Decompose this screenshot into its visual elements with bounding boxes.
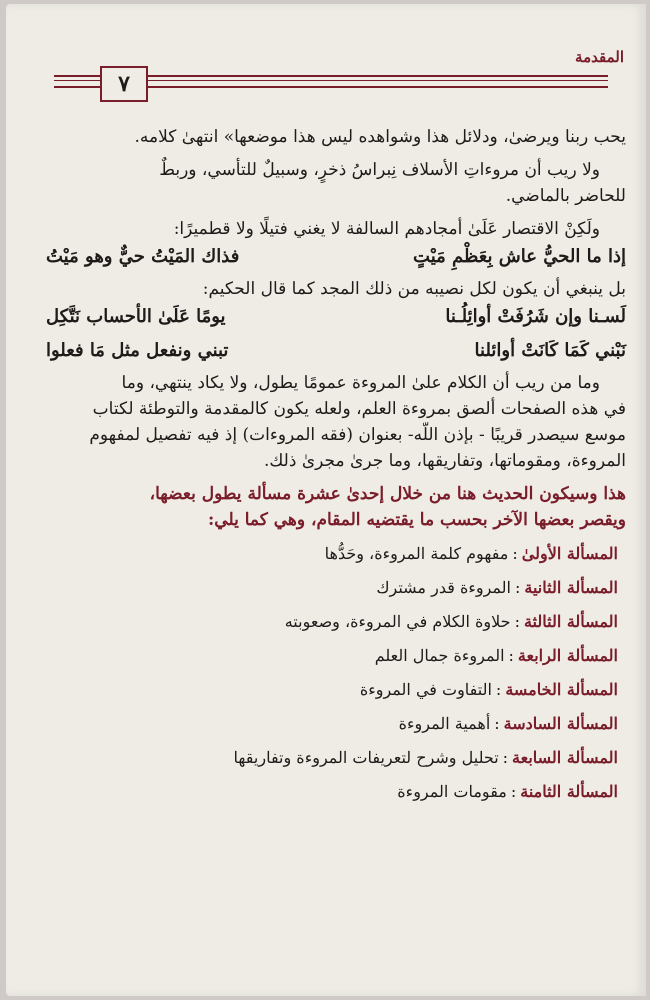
verse-second-hemistich: فذاك المَيْتُ حيٌّ وهو مَيْتُ <box>46 246 240 267</box>
list-item: المسألة الثانية:المروءة قدر مشترك <box>376 578 618 597</box>
highlight-line: ويقصر بعضها الآخر بحسب ما يقتضيه المقام، وهي كما يلي: <box>208 510 626 530</box>
issue-text: التفاوت في المروءة <box>359 680 492 699</box>
issue-label: المسألة الخامسة <box>505 680 618 699</box>
list-item: المسألة السادسة:أهمية المروءة <box>398 714 618 733</box>
text-line: ولا ريب أن مروءاتِ الأسلاف نِبراسُ ذخرٍ، وسبيلٌ للتأسي، وربطٌ <box>159 160 600 180</box>
verse-line <box>46 336 626 366</box>
book-page <box>6 4 646 996</box>
issue-text: تحليل وشرح لتعريفات المروءة وتفاريقها <box>233 748 499 767</box>
text-line: ولَكِنْ الاقتصار عَلَىٰ أمجادهم السالفة لا يغني فتيلًا ولا قطميرًا: <box>173 219 600 239</box>
list-item: المسألة الأولىٰ:مفهوم كلمة المروءة، وحَدُّها <box>324 544 618 563</box>
issue-label: المسألة السادسة <box>503 714 618 733</box>
page-body <box>46 124 626 816</box>
page-number: ٧ <box>118 71 130 97</box>
list-item: المسألة الرابعة:المروءة جمال العلم <box>374 646 618 665</box>
list-item: المسألة السابعة:تحليل وشرح لتعريفات المروءة وتفاريقها <box>233 748 618 767</box>
issue-text: مقومات المروءة <box>397 782 507 801</box>
chapter-title: المقدمة <box>575 48 624 66</box>
text-line: للحاضر بالماضي. <box>505 186 626 206</box>
verse-first-hemistich: إذا ما الحيُّ عاش بِعَظْمِ مَيْتٍ <box>413 246 626 267</box>
issue-label: المسألة الرابعة <box>517 646 618 665</box>
text-line: بل ينبغي أن يكون لكل نصيبه من ذلك المجد كما قال الحكيم: <box>202 279 626 299</box>
issue-text: أهمية المروءة <box>398 714 491 733</box>
page-number-box <box>100 66 148 102</box>
issue-label: المسألة الثانية <box>524 578 618 597</box>
text-line: المروءة، ومقوماتها، وتفاريقها، وما جرىٰ مجرىٰ ذلك. <box>263 451 626 471</box>
verse-first-hemistich: لَسـنا وإن شَرُفَتْ أوائِلُـنا <box>445 306 626 327</box>
verse-line <box>46 302 626 332</box>
issue-text: حلاوة الكلام في المروءة، وصعوبته <box>284 612 511 631</box>
list-item: المسألة الخامسة:التفاوت في المروءة <box>359 680 618 699</box>
verse-second-hemistich: يومًا عَلَىٰ الأحساب نَتَّكِل <box>46 306 226 327</box>
list-item: المسألة الثالثة:حلاوة الكلام في المروءة، وصعوبته <box>284 612 618 631</box>
issue-label: المسألة السابعة <box>512 748 618 767</box>
text-line: وما من ريب أن الكلام علىٰ المروءة عمومًا يطول، ولا يكاد ينتهي، وما <box>121 373 600 393</box>
verse-second-hemistich: تبني ونفعل مثل مَا فعلوا <box>46 340 229 361</box>
issue-text: المروءة قدر مشترك <box>376 578 511 597</box>
issue-text: المروءة جمال العلم <box>374 646 505 665</box>
list-item: المسألة الثامنة:مقومات المروءة <box>397 782 618 801</box>
issue-label: المسألة الأولىٰ <box>521 544 618 563</box>
verse-line <box>46 242 626 272</box>
issue-text: مفهوم كلمة المروءة، وحَدُّها <box>324 544 509 563</box>
highlight-line: هذا وسيكون الحديث هنا من خلال إحدىٰ عشرة مسألة يطول بعضها، <box>149 484 626 504</box>
issue-label: المسألة الثالثة <box>523 612 618 631</box>
verse-first-hemistich: نَبْني كَمَا كَانَتْ أوائلنا <box>474 340 626 361</box>
issues-list <box>46 544 626 802</box>
text-line: يحب ربنا ويرضىٰ، ودلائل هذا وشواهده ليس هذا موضعها» انتهىٰ كلامه. <box>134 127 626 147</box>
issue-label: المسألة الثامنة <box>520 782 618 801</box>
text-line: في هذه الصفحات ألصق بمروءة العلم، ولعله يكون كالمقدمة والتوطئة لكتاب <box>92 399 626 419</box>
text-line: موسع سيصدر قريبًا - بإذن اللَّه- بعنوان (فقه المروءات) إذ فيه تفصيل لمفهوم <box>89 425 626 445</box>
